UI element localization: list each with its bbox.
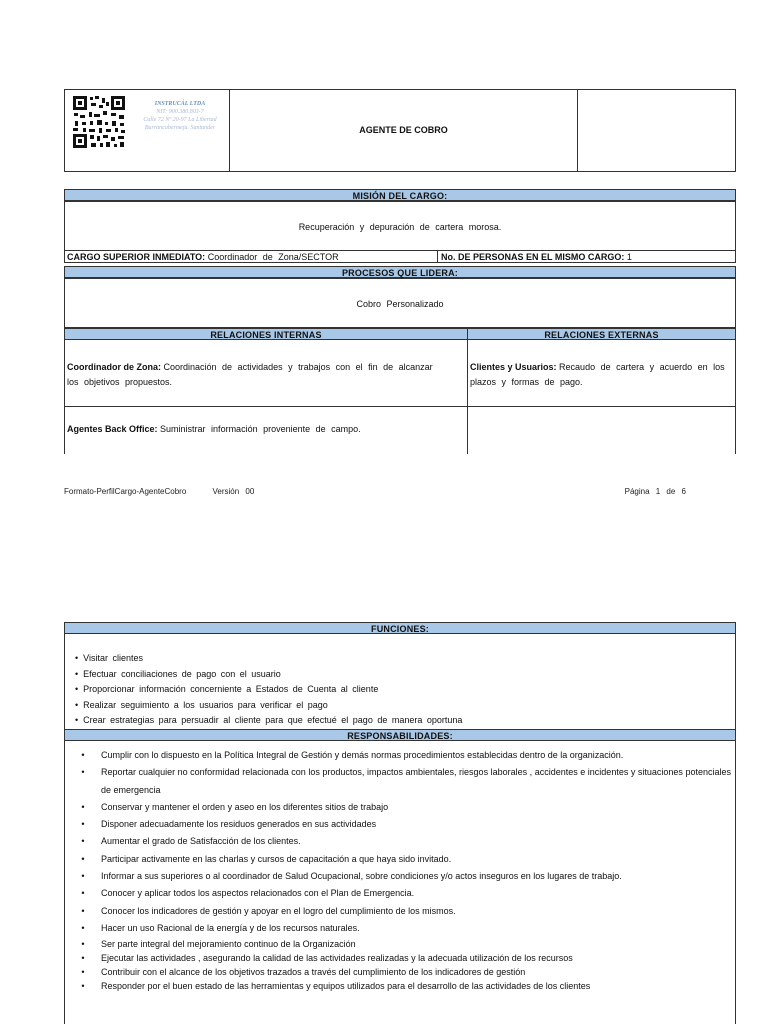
relaciones-column-divider [467,340,468,454]
relacion-externa-1 [470,360,735,390]
relaciones-externas-heading: RELACIONES EXTERNAS [467,328,736,340]
procesos-text: Cobro Personalizado [356,299,444,309]
responsabilidad-item: • Aumentar el grado de Satisfacción de los clientes. [81,836,301,847]
procesos-heading: PROCESOS QUE LIDERA: [64,266,736,278]
mision-box [64,201,736,251]
responsabilidad-item: • Disponer adecuadamente los residuos generados en sus actividades [81,819,377,830]
footer-page: Página 1 de 6 [624,487,686,496]
funcion-item: • Realizar seguimiento a los usuarios para verificar el pago [75,699,328,710]
responsabilidad-item: • Reportar cualquier no conformidad relacionada con los productos, impactos ambientales, riesgos laborales , accidentes e incidentes y situaciones potenciales de emergencia [81,767,731,795]
cargo-superior-label: CARGO SUPERIOR INMEDIATO: [67,252,206,262]
cargo-row [64,250,736,263]
responsabilidad-item: • Informar a sus superiores o al coordinador de Salud Ocupacional, sobre condiciones y/o actos inseguros en los lugares de trabajo. [81,871,622,882]
responsabilidad-item: • Contribuir con el alcance de los objetivos trazados a través del cumplimiento de los indicadores de gestión [81,967,526,978]
relaciones-row-divider [65,406,735,407]
relacion-externa-1-text: Recaudo de cartera y acuerdo en los plazos y formas de pago. [470,362,725,387]
mision-text: Recuperación y depuración de cartera morosa. [298,222,502,232]
responsabilidad-item: • Conocer y aplicar todos los aspectos relacionados con el Plan de Emergencia. [81,888,415,899]
responsabilidad-item: • Hacer un uso Racional de la energía y de los recursos naturales. [81,922,360,933]
footer-version: Versión 00 [212,487,255,496]
responsabilidades-list [65,747,735,993]
personas-cargo [441,251,735,263]
relacion-externa-1-label: Clientes y Usuarios: [470,362,557,372]
responsabilidades-box [64,741,736,1024]
relacion-interna-1 [67,360,447,390]
cargo-divider [437,251,438,263]
relacion-interna-1-text: Coordinación de actividades y trabajos con el fin de alcanzar los objetivos propuestos. [67,362,433,387]
funcion-item: • Efectuar conciliaciones de pago con el usuario [75,668,281,679]
cargo-superior [67,251,435,263]
relacion-interna-1-label: Coordinador de Zona: [67,362,161,372]
funcion-item: • Visitar clientes [75,653,144,663]
page-footer [64,487,736,496]
relacion-interna-2-label: Agentes Back Office: [67,424,158,434]
company-address: Calle 72 Nº 20-97 La Libertad Barrancabermeja. Santander [143,117,217,131]
responsabilidad-item: • Cumplir con lo dispuesto en la Política Integral de Gestión y demás normas procedimientos establecidas dentro de la organización. [81,750,624,760]
funcion-item: • Crear estrategias para persuadir al cliente para que efectué el pago de manera oportuna [75,715,463,725]
responsabilidad-item: • Ejecutar las actividades , asegurando la calidad de las actividades realizadas y la adecuada utilización de los recursos [81,953,573,964]
logo-cell [65,90,230,171]
personas-label: No. DE PERSONAS EN EL MISMO CARGO: [441,252,625,262]
company-nit: NIT: 900.380.803-7 [156,109,204,115]
document-title: AGENTE DE COBRO [230,90,578,171]
funciones-heading: FUNCIONES: [64,622,736,634]
funcion-item: • Proporcionar información concerniente a Estados de Cuenta al cliente [75,684,379,694]
responsabilidad-item: • Responder por el buen estado de las herramientas y equipos utilizados para el desarrollo de las actividades de los clientes [81,981,591,992]
relacion-interna-2-text: Suministrar información proveniente de campo. [160,424,361,434]
header-empty-cell [578,90,735,171]
responsabilidad-item: • Participar activamente en las charlas y cursos de capacitación a que haya sido invitado. [81,853,452,864]
company-info [135,100,225,132]
responsabilidades-heading: RESPONSABILIDADES: [64,729,736,741]
procesos-box [64,278,736,328]
responsabilidad-item: • Conocer los indicadores de gestión y apoyar en el logro del cumplimiento de los mismos. [81,905,456,916]
personas-value: 1 [626,252,632,262]
relaciones-table [64,328,736,454]
relaciones-internas-heading: RELACIONES INTERNAS [64,328,468,340]
cargo-superior-value: Coordinador de Zona/SECTOR [207,252,339,262]
header-table [64,89,736,172]
responsabilidad-item: • Conservar y mantener el orden y aseo en los diferentes sitios de trabajo [81,801,389,812]
relacion-interna-2 [67,422,457,437]
footer-form-name: Formato-PerfilCargo-AgenteCobro [64,487,187,496]
mision-heading: MISIÓN DEL CARGO: [64,189,736,201]
qr-code-icon [71,94,127,150]
responsabilidad-item: • Ser parte integral del mejoramiento continuo de la Organización [81,939,356,950]
funciones-box [64,634,736,730]
funciones-list [65,651,462,729]
company-name: INSTRUCÁL LTDA [154,101,206,107]
